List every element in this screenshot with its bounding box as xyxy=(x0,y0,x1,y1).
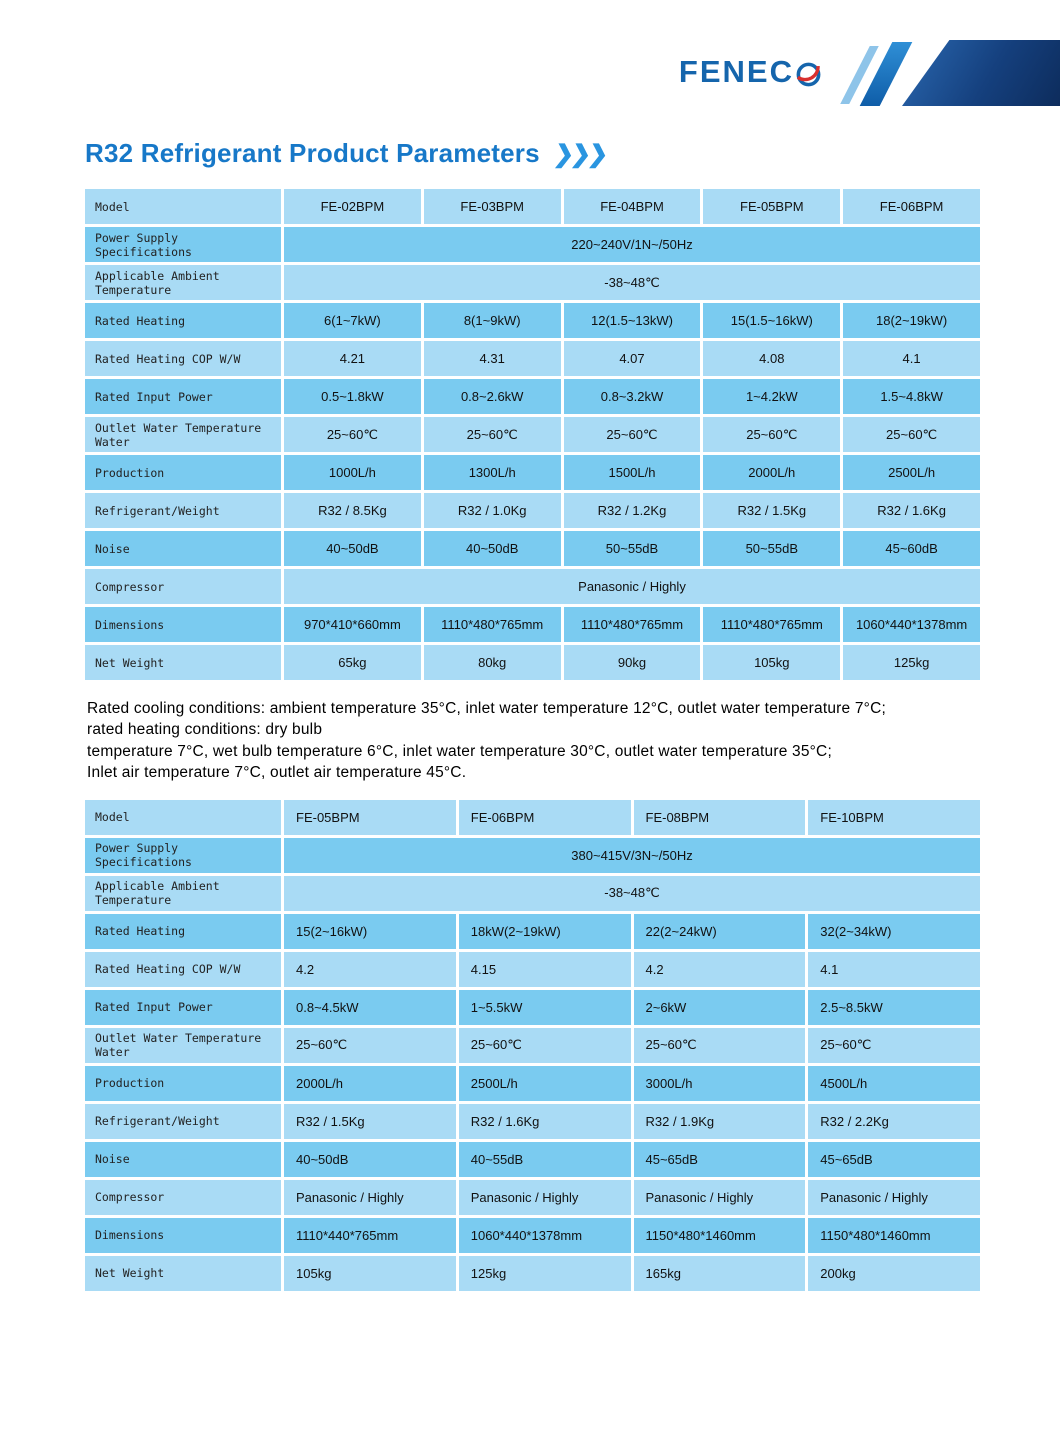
cell-value: 4.2 xyxy=(284,952,456,987)
cell-value: 90kg xyxy=(564,645,701,680)
cell-value: 4.07 xyxy=(564,341,701,376)
cell-value: Panasonic / Highly xyxy=(459,1180,631,1215)
row-label: Net Weight xyxy=(85,1256,281,1291)
cell-value: 40~50dB xyxy=(424,531,561,566)
cell-value: 105kg xyxy=(284,1256,456,1291)
cell-value: 40~50dB xyxy=(284,1142,456,1177)
cell-value: 0.8~2.6kW xyxy=(424,379,561,414)
cell-value: 25~60℃ xyxy=(564,417,701,452)
cell-value: 1060*440*1378mm xyxy=(459,1218,631,1253)
row-label: Refrigerant/Weight xyxy=(85,493,281,528)
cell-value: 4.21 xyxy=(284,341,421,376)
row-label: Rated Input Power xyxy=(85,379,281,414)
cell-value: Panasonic / Highly xyxy=(284,1180,456,1215)
cell-value: 4500L/h xyxy=(808,1066,980,1101)
row-label: Net Weight xyxy=(85,645,281,680)
cell-value: 18(2~19kW) xyxy=(843,303,980,338)
cell-value: R32 / 1.9Kg xyxy=(634,1104,806,1139)
rated-conditions-note xyxy=(87,698,990,784)
cell-value: Panasonic / Highly xyxy=(634,1180,806,1215)
cell-value: 1150*480*1460mm xyxy=(634,1218,806,1253)
row-label: Rated Heating COP W/W xyxy=(85,952,281,987)
feneco-logo xyxy=(679,54,822,90)
cell-value: 4.15 xyxy=(459,952,631,987)
cell-value: 4.31 xyxy=(424,341,561,376)
cell-value: R32 / 1.6Kg xyxy=(459,1104,631,1139)
corner-banner xyxy=(902,40,1060,106)
cell-value: 40~50dB xyxy=(284,531,421,566)
cell-value: R32 / 1.5Kg xyxy=(703,493,840,528)
cell-value: 1000L/h xyxy=(284,455,421,490)
cell-value: 105kg xyxy=(703,645,840,680)
note-line: rated heating conditions: dry bulb xyxy=(87,721,323,739)
model-name: FE-02BPM xyxy=(284,189,421,224)
row-label: Noise xyxy=(85,531,281,566)
cell-value: 4.08 xyxy=(703,341,840,376)
row-label: Model xyxy=(85,800,281,835)
cell-value: 125kg xyxy=(459,1256,631,1291)
cell-value: 25~60℃ xyxy=(424,417,561,452)
cell-value: 25~60℃ xyxy=(703,417,840,452)
cell-value: 0.8~4.5kW xyxy=(284,990,456,1025)
model-name: FE-08BPM xyxy=(634,800,806,835)
cell-value: 1110*480*765mm xyxy=(703,607,840,642)
note-line: temperature 7°C, wet bulb temperature 6°C, inlet water temperature 30°C, outlet water temperature 35°C; xyxy=(87,742,832,760)
cell-value: R32 / 1.0Kg xyxy=(424,493,561,528)
cell-value: 25~60℃ xyxy=(284,417,421,452)
cell-value: 45~65dB xyxy=(808,1142,980,1177)
logo-text: FENEC xyxy=(678,54,794,89)
cell-value: 8(1~9kW) xyxy=(424,303,561,338)
cell-value: 970*410*660mm xyxy=(284,607,421,642)
cell-value: 25~60℃ xyxy=(284,1028,456,1063)
cell-value: 22(2~24kW) xyxy=(634,914,806,949)
cell-value: 25~60℃ xyxy=(843,417,980,452)
row-label: Outlet Water Temperature Water xyxy=(85,417,281,452)
cell-value: 1.5~4.8kW xyxy=(843,379,980,414)
parameters-table-r32-three-phase xyxy=(85,800,980,1291)
cell-value: R32 / 8.5Kg xyxy=(284,493,421,528)
cell-value: 80kg xyxy=(424,645,561,680)
row-label: Rated Heating COP W/W xyxy=(85,341,281,376)
cell-value: 3000L/h xyxy=(634,1066,806,1101)
cell-value: 2000L/h xyxy=(703,455,840,490)
parameters-table-r32-single-phase xyxy=(85,189,980,680)
cell-value: 1~5.5kW xyxy=(459,990,631,1025)
cell-value: 25~60℃ xyxy=(808,1028,980,1063)
cell-value: 32(2~34kW) xyxy=(808,914,980,949)
row-label: Power Supply Specifications xyxy=(85,838,281,873)
cell-value: 25~60℃ xyxy=(634,1028,806,1063)
cell-value: 1150*480*1460mm xyxy=(808,1218,980,1253)
row-value-merged: 220~240V/1N~/50Hz xyxy=(284,227,980,262)
note-line: Inlet air temperature 7°C, outlet air temperature 45°C. xyxy=(87,764,467,782)
cell-value: 15(2~16kW) xyxy=(284,914,456,949)
row-label: Applicable Ambient Temperature xyxy=(85,265,281,300)
cell-value: 65kg xyxy=(284,645,421,680)
cell-value: Panasonic / Highly xyxy=(808,1180,980,1215)
row-label: Dimensions xyxy=(85,607,281,642)
row-label: Production xyxy=(85,455,281,490)
cell-value: 1300L/h xyxy=(424,455,561,490)
model-name: FE-10BPM xyxy=(808,800,980,835)
cell-value: R32 / 1.2Kg xyxy=(564,493,701,528)
model-name: FE-05BPM xyxy=(703,189,840,224)
row-value-merged: 380~415V/3N~/50Hz xyxy=(284,838,980,873)
cell-value: 45~65dB xyxy=(634,1142,806,1177)
row-label: Rated Heating xyxy=(85,914,281,949)
model-name: FE-04BPM xyxy=(564,189,701,224)
cell-value: 4.1 xyxy=(808,952,980,987)
row-label: Dimensions xyxy=(85,1218,281,1253)
cell-value: 2500L/h xyxy=(459,1066,631,1101)
cell-value: R32 / 2.2Kg xyxy=(808,1104,980,1139)
row-label: Compressor xyxy=(85,1180,281,1215)
cell-value: 2.5~8.5kW xyxy=(808,990,980,1025)
cell-value: 25~60℃ xyxy=(459,1028,631,1063)
cell-value: 40~55dB xyxy=(459,1142,631,1177)
row-value-merged: -38~48℃ xyxy=(284,265,980,300)
chevrons-icon: ❯❯❯ xyxy=(551,141,607,168)
cell-value: 4.1 xyxy=(843,341,980,376)
cell-value: 4.2 xyxy=(634,952,806,987)
cell-value: 0.5~1.8kW xyxy=(284,379,421,414)
cell-value: R32 / 1.5Kg xyxy=(284,1104,456,1139)
row-label: Production xyxy=(85,1066,281,1101)
row-label: Rated Heating xyxy=(85,303,281,338)
brand-header xyxy=(0,0,1060,132)
note-line: Rated cooling conditions: ambient temperature 35°C, inlet water temperature 12°C, outlet water temperature 7°C; xyxy=(87,700,886,717)
cell-value: R32 / 1.6Kg xyxy=(843,493,980,528)
cell-value: 165kg xyxy=(634,1256,806,1291)
model-name: FE-06BPM xyxy=(843,189,980,224)
cell-value: 200kg xyxy=(808,1256,980,1291)
row-label: Applicable Ambient Temperature xyxy=(85,876,281,911)
row-value-merged: Panasonic / Highly xyxy=(284,569,980,604)
model-name: FE-03BPM xyxy=(424,189,561,224)
cell-value: 2~6kW xyxy=(634,990,806,1025)
row-label: Power Supply Specifications xyxy=(85,227,281,262)
cell-value: 1500L/h xyxy=(564,455,701,490)
row-label: Outlet Water Temperature Water xyxy=(85,1028,281,1063)
cell-value: 50~55dB xyxy=(703,531,840,566)
cell-value: 0.8~3.2kW xyxy=(564,379,701,414)
cell-value: 2000L/h xyxy=(284,1066,456,1101)
cell-value: 1~4.2kW xyxy=(703,379,840,414)
model-name: FE-06BPM xyxy=(459,800,631,835)
page-title: R32 Refrigerant Product Parameters xyxy=(85,138,540,168)
cell-value: 15(1.5~16kW) xyxy=(703,303,840,338)
cell-value: 1110*480*765mm xyxy=(564,607,701,642)
row-label: Refrigerant/Weight xyxy=(85,1104,281,1139)
row-label: Rated Input Power xyxy=(85,990,281,1025)
title-row xyxy=(85,138,980,169)
cell-value: 2500L/h xyxy=(843,455,980,490)
cell-value: 1060*440*1378mm xyxy=(843,607,980,642)
cell-value: 50~55dB xyxy=(564,531,701,566)
globe-o-icon xyxy=(795,61,822,88)
row-label: Noise xyxy=(85,1142,281,1177)
cell-value: 1110*440*765mm xyxy=(284,1218,456,1253)
row-value-merged: -38~48℃ xyxy=(284,876,980,911)
cell-value: 1110*480*765mm xyxy=(424,607,561,642)
cell-value: 12(1.5~13kW) xyxy=(564,303,701,338)
cell-value: 18kW(2~19kW) xyxy=(459,914,631,949)
cell-value: 6(1~7kW) xyxy=(284,303,421,338)
model-name: FE-05BPM xyxy=(284,800,456,835)
cell-value: 125kg xyxy=(843,645,980,680)
row-label: Compressor xyxy=(85,569,281,604)
row-label: Model xyxy=(85,189,281,224)
cell-value: 45~60dB xyxy=(843,531,980,566)
